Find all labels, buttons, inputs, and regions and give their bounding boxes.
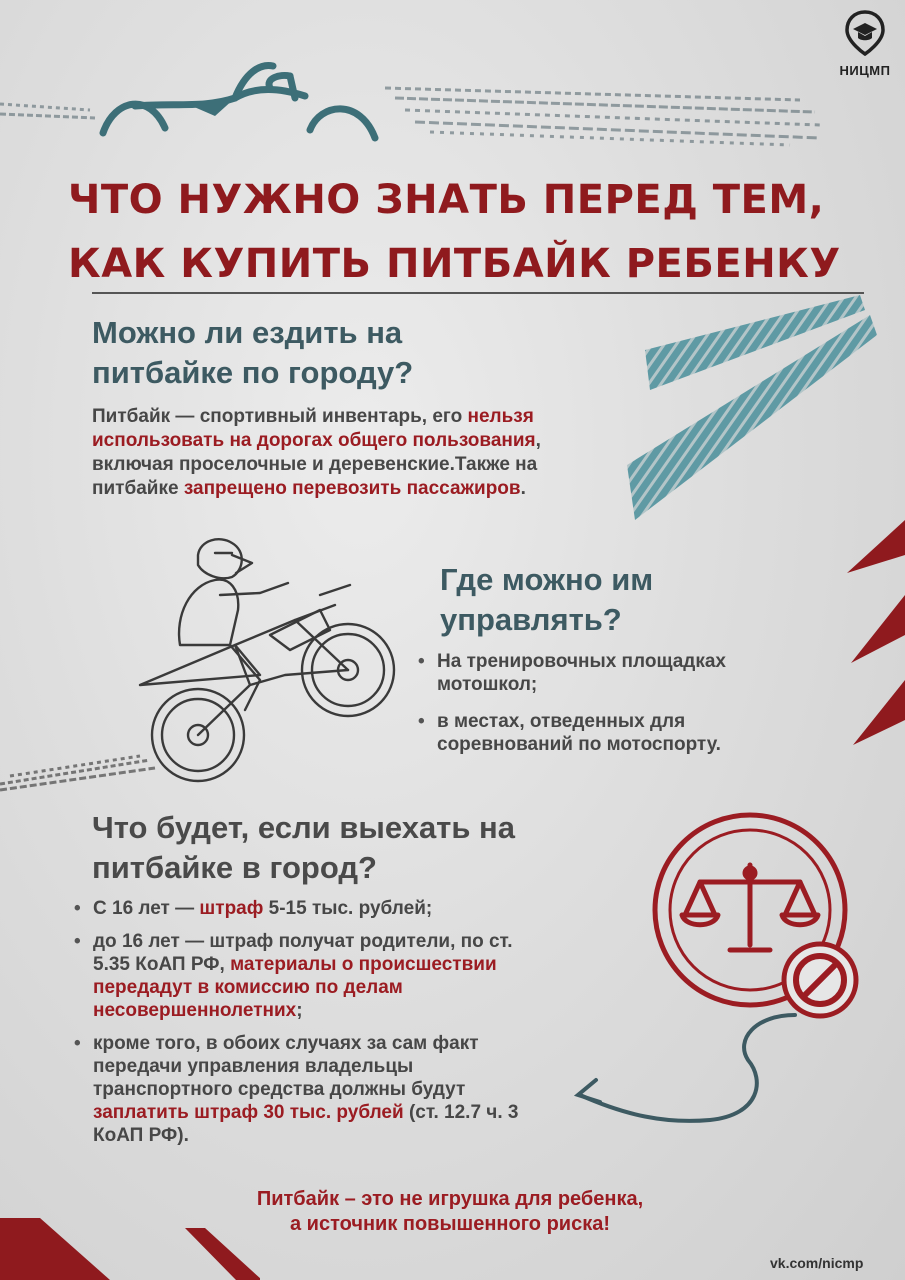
logo-text: НИЦМП bbox=[839, 63, 891, 78]
footer-site: vk.com/nicmp bbox=[770, 1255, 864, 1271]
teal-tire-tracks-icon bbox=[615, 290, 880, 535]
b3-text-2: (ст. 12.7 ч. 3 КоАП РФ). bbox=[93, 1102, 519, 1146]
tagline-line-2: а источник повышенного риска! bbox=[289, 1213, 610, 1235]
curved-arrow-icon bbox=[578, 1015, 795, 1121]
section2-heading-line-2: управлять? bbox=[440, 602, 622, 637]
section2-heading bbox=[440, 560, 760, 640]
section3-heading bbox=[92, 808, 632, 888]
b2-text-1: до 16 лет — штраф получат родители, по ст. 5.35 КоАП РФ, bbox=[93, 931, 513, 975]
page-title bbox=[68, 168, 858, 296]
section1-heading-line-2: питбайке по городу? bbox=[92, 355, 414, 390]
list-item bbox=[74, 930, 554, 1022]
b1-text-1: С 16 лет — bbox=[93, 898, 200, 919]
tagline bbox=[190, 1187, 710, 1237]
section1-paragraph bbox=[92, 405, 597, 501]
title-line-2: КАК КУПИТЬ ПИТБАЙК РЕБЕНКУ bbox=[68, 241, 841, 287]
section3-heading-line-1: Что будет, если выехать на bbox=[92, 810, 515, 845]
section1-highlight-2: запрещено перевозить пассажиров bbox=[183, 478, 521, 499]
b2-text-2: ; bbox=[296, 1000, 303, 1021]
section2-heading-line-1: Где можно им bbox=[440, 562, 654, 597]
b3-text-1: кроме того, в обоих случаях за сам факт передачи управления владельцы транспортного средства должны будут bbox=[93, 1033, 479, 1100]
b3-highlight: заплатить штраф 30 тыс. рублей bbox=[93, 1102, 404, 1123]
tagline-line-1: Питбайк – это не игрушка для ребенка, bbox=[256, 1188, 644, 1210]
section2-list bbox=[418, 650, 818, 766]
list-item bbox=[74, 897, 554, 920]
section3-list bbox=[74, 897, 554, 1157]
list-item: • в местах, отведенных для соревнований по мотоспорту. bbox=[418, 710, 818, 756]
list-item bbox=[74, 1032, 554, 1147]
scales-illustration bbox=[570, 810, 870, 1150]
nicmp-logo bbox=[832, 10, 898, 78]
motocross-rider-icon bbox=[120, 535, 410, 790]
b2-highlight: материалы о происшествии передадут в комиссию по делам несовершеннолетних bbox=[93, 954, 497, 1021]
b1-highlight: штраф bbox=[199, 898, 264, 919]
section1-text-3: . bbox=[520, 478, 526, 499]
b1-text-2: 5-15 тыс. рублей; bbox=[263, 898, 433, 919]
section1-text-1: Питбайк — спортивный инвентарь, его bbox=[92, 406, 468, 427]
section1-heading-line-1: Можно ли ездить на bbox=[92, 315, 403, 350]
section1-text-2: , включая проселочные и деревенские.Также на питбайке bbox=[92, 430, 541, 499]
red-stripes-decoration bbox=[845, 495, 905, 765]
list-item: • На тренировочных площадках мотошкол; bbox=[418, 650, 818, 696]
prohibited-icon bbox=[784, 944, 856, 1016]
location-pin-logo-icon bbox=[845, 10, 885, 56]
dark-tire-track-icon bbox=[0, 752, 160, 792]
section3-heading-line-2: питбайке в город? bbox=[92, 850, 377, 885]
title-line-1: ЧТО НУЖНО ЗНАТЬ ПЕРЕД ТЕМ, bbox=[68, 177, 825, 223]
scales-icon bbox=[682, 865, 818, 950]
tire-track-icon bbox=[0, 70, 830, 150]
section1-highlight-1: нельзя использовать на дорогах общего пользования bbox=[92, 406, 536, 451]
section1-heading bbox=[92, 313, 512, 393]
